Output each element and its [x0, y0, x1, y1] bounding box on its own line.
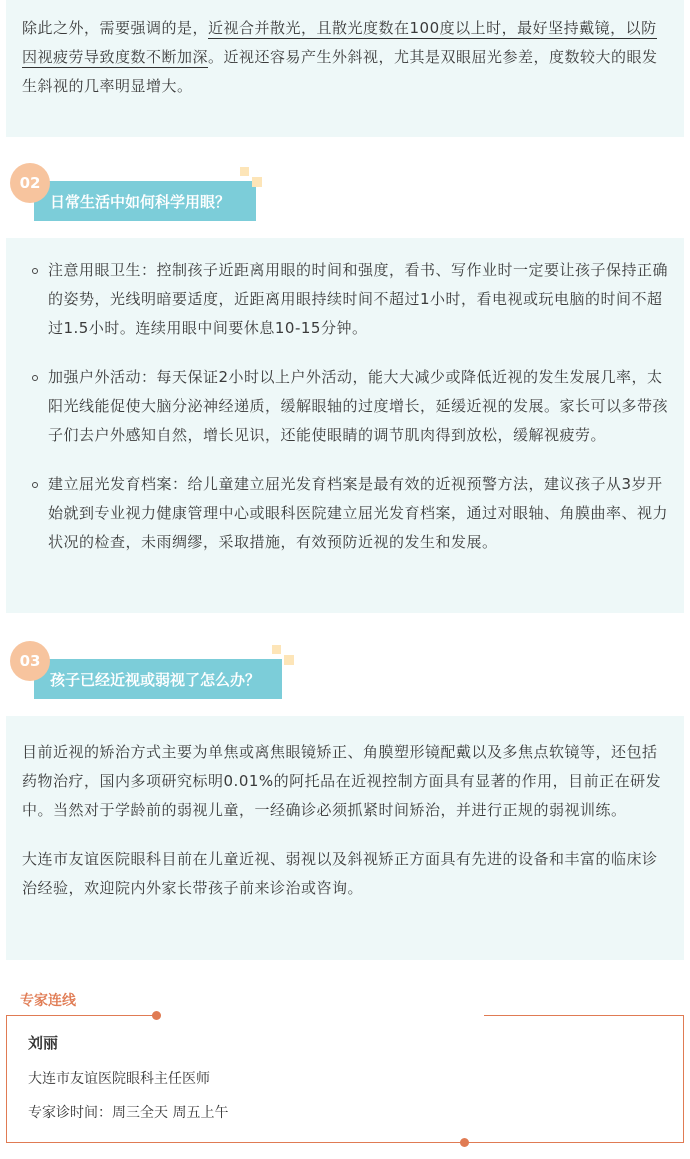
decor-square-icon — [240, 167, 249, 176]
decor-square-icon — [284, 655, 294, 665]
intro-text-1: 除此之外，需要强调的是， — [22, 19, 209, 37]
intro-underlined-text: 近视合并散光，且散光度数在100度以上时，最好坚持戴镜，以防因视疲劳导致度数不断加深 — [22, 19, 657, 66]
bullet-icon — [32, 482, 38, 488]
expert-name: 刘丽 — [28, 1034, 59, 1052]
tip-text: 加强户外活动：每天保证2小时以上户外活动，能大大减少或降低近视的发生发展几率，太阳光线能促使大脑分泌神经递质，缓解眼轴的过度增长，延缓近视的发展。家长可以多带孩子们去户外感知自然，增长见识，还能使眼睛的调节肌肉得到放松，缓解视疲劳。 — [48, 368, 669, 444]
list-item — [28, 256, 670, 343]
list-item — [28, 470, 670, 557]
section-03-number-badge: 03 — [10, 641, 50, 681]
expert-hours: 专家诊时间：周三全天 周五上午 — [28, 1105, 229, 1121]
bullet-icon — [32, 268, 38, 274]
intro-paragraph — [22, 14, 670, 101]
intro-text-2: 。近视还容易产生外斜视，尤其是双眼屈光参差，度数较大的眼发生斜视的几率明显增大。 — [22, 48, 658, 95]
eye-care-tips-panel — [6, 238, 684, 613]
frame-line — [484, 1015, 684, 1016]
section-03-title: 孩子已经近视或弱视了怎么办？ — [34, 659, 282, 699]
intro-panel — [6, 0, 684, 137]
frame-line — [468, 1142, 684, 1143]
frame-line — [6, 1142, 466, 1143]
frame-line — [683, 1015, 684, 1143]
frame-line — [6, 1015, 156, 1016]
decor-square-icon — [252, 177, 262, 187]
frame-dot-icon — [152, 1011, 161, 1020]
hospital-paragraph: 大连市友谊医院眼科目前在儿童近视、弱视以及斜视矫正方面具有先进的设备和丰富的临床诊治经验，欢迎院内外家长带孩子前来诊治或咨询。 — [22, 850, 658, 897]
bullet-icon — [32, 375, 38, 381]
treatment-panel — [6, 716, 684, 960]
expert-heading: 专家连线 — [20, 993, 76, 1009]
frame-line — [6, 1015, 7, 1143]
treatment-paragraph: 目前近视的矫治方式主要为单焦或离焦眼镜矫正、角膜塑形镜配戴以及多焦点软镜等，还包括药物治疗，国内多项研究标明0.01%的阿托品在近视控制方面具有显著的作用，目前正在研发中。当然对于学龄前的弱视儿童，一经确诊必须抓紧时间矫治，并进行正规的弱视训练。 — [22, 743, 662, 819]
expert-role: 大连市友谊医院眼科主任医师 — [28, 1071, 210, 1087]
list-item — [28, 363, 670, 450]
section-02-header — [6, 163, 306, 223]
tip-text: 建立屈光发育档案：给儿童建立屈光发育档案是最有效的近视预警方法，建议孩子从3岁开始就到专业视力健康管理中心或眼科医院建立屈光发育档案，通过对眼轴、角膜曲率、视力状况的检查，未雨绸缪，采取措施，有效预防近视的发生和发展。 — [48, 475, 669, 551]
section-02-title: 日常生活中如何科学用眼？ — [34, 181, 256, 221]
tip-text: 注意用眼卫生：控制孩子近距离用眼的时间和强度，看书、写作业时一定要让孩子保持正确的姿势，光线明暗要适度，近距离用眼持续时间不超过1小时，看电视或玩电脑的时间不超过1.5小时。连续用眼中间要休息10-15分钟。 — [48, 261, 669, 337]
section-03-header — [6, 641, 306, 701]
decor-square-icon — [272, 645, 281, 654]
section-02-number-badge: 02 — [10, 163, 50, 203]
